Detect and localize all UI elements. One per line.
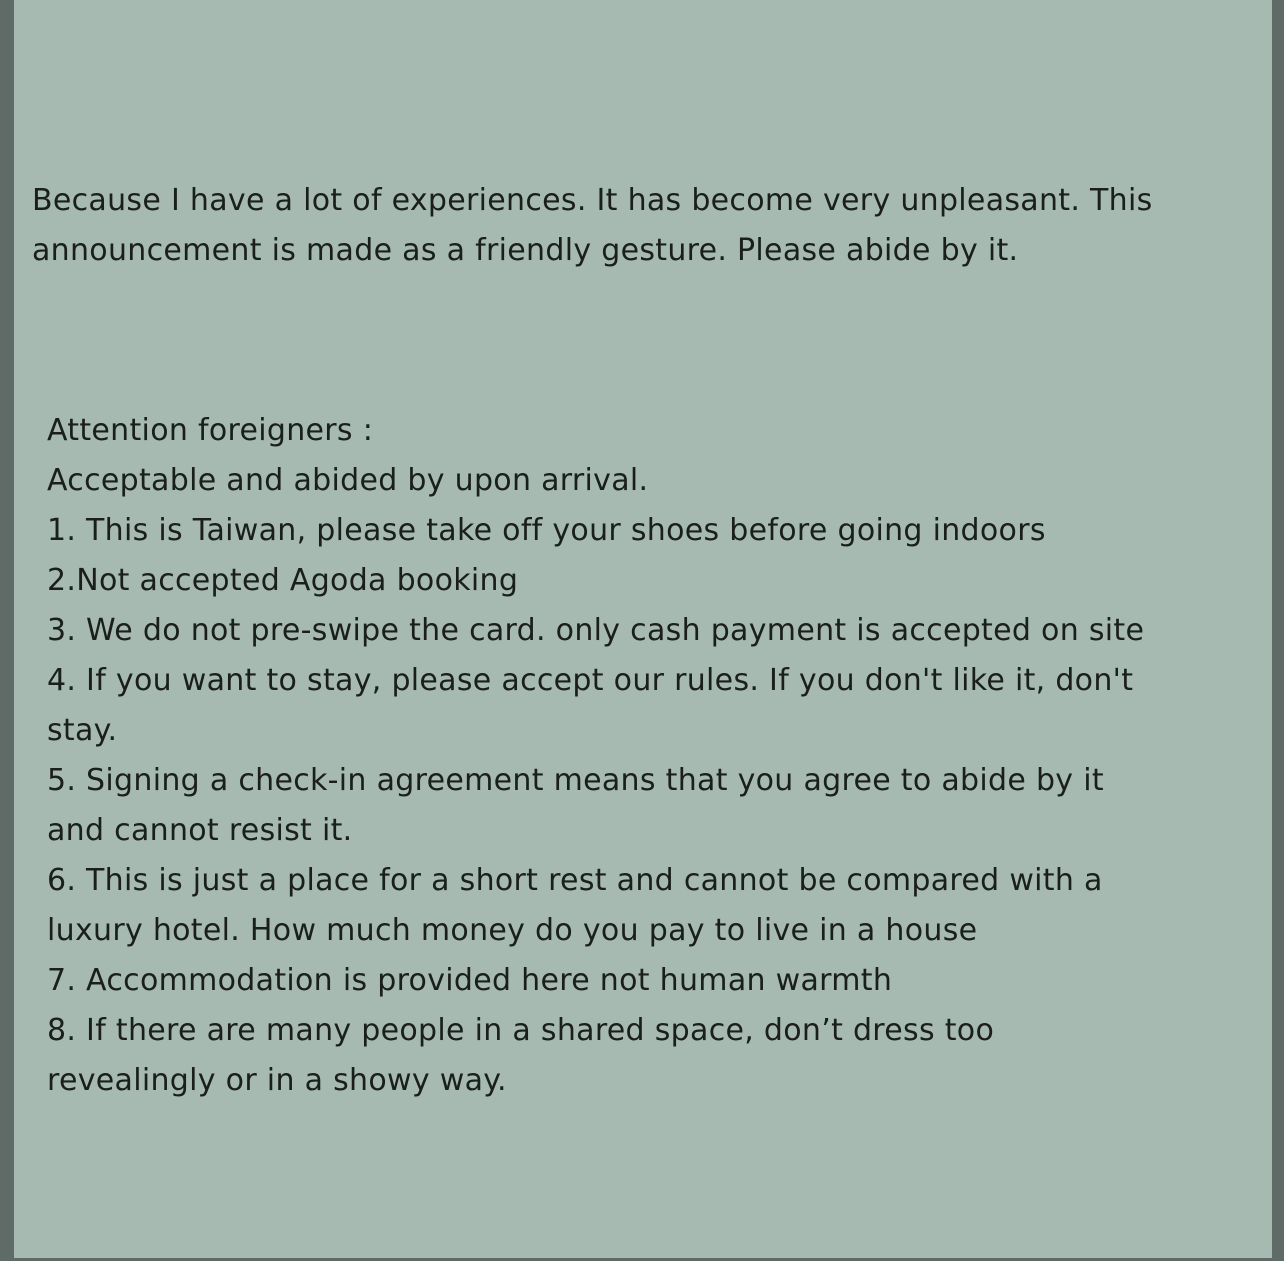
notice-heading: Attention foreigners : (47, 413, 374, 448)
rule-line: 1. This is Taiwan, please take off your shoes before going indoors (47, 513, 1046, 548)
rule-line: 3. We do not pre-swipe the card. only cash payment is accepted on site (47, 613, 1145, 648)
rule-line: and cannot resist it. (47, 813, 353, 848)
rule-line: 5. Signing a check-in agreement means that you agree to abide by it (47, 763, 1104, 798)
rule-line: 7. Accommodation is provided here not human warmth (47, 963, 893, 998)
rule-line: revealingly or in a showy way. (47, 1063, 507, 1098)
rule-line: 2.Not accepted Agoda booking (47, 563, 519, 598)
intro-line: announcement is made as a friendly gesture. Please abide by it. (32, 233, 1019, 268)
rule-line: 4. If you want to stay, please accept our rules. If you don't like it, don't (47, 663, 1134, 698)
rule-line: 6. This is just a place for a short rest and cannot be compared with a (47, 863, 1103, 898)
rules-notice (47, 406, 1257, 1106)
intro-paragraph (32, 176, 1252, 276)
intro-line: Because I have a lot of experiences. It has become very unpleasant. This (32, 183, 1153, 218)
rule-line: stay. (47, 713, 118, 748)
notice-subheading: Acceptable and abided by upon arrival. (47, 463, 649, 498)
rule-line: 8. If there are many people in a shared space, don’t dress too (47, 1013, 995, 1048)
rule-line: luxury hotel. How much money do you pay to live in a house (47, 913, 978, 948)
document-page (14, 0, 1272, 1258)
